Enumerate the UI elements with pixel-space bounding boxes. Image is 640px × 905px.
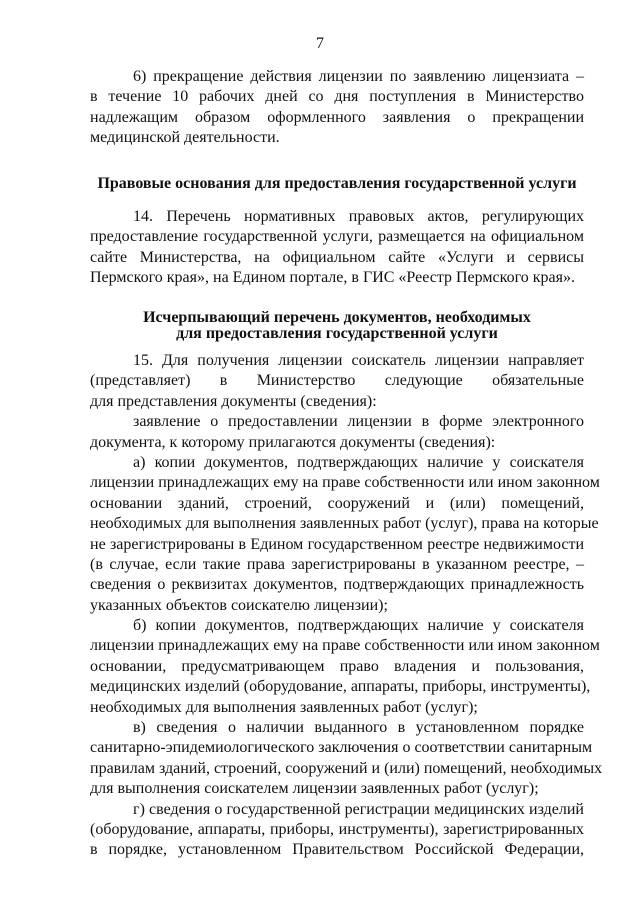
text-line: указанных объектов соискателю лицензии); [90, 596, 388, 614]
text-line: сведения о реквизитах документов, подтверждающих принадлежность [90, 576, 584, 594]
text-line: медицинских изделий (оборудование, аппараты, приборы, инструменты), [90, 678, 591, 696]
page-number: 7 [316, 35, 324, 52]
text-line: 15. Для получения лицензии соискатель лицензии направляет [133, 352, 584, 369]
text-line: в) сведения о наличии выданного в установленном порядке [133, 719, 584, 737]
text-line: (оборудование, аппараты, приборы, инструменты), зарегистрированных [90, 820, 584, 838]
heading-line: для предоставления государственной услуги [176, 325, 498, 342]
text-line: 14. Перечень нормативных правовых актов, регулирующих [133, 208, 584, 225]
heading-legal-basis [90, 174, 584, 194]
text-line: г) сведения о государственной регистрации медицинских изделий [133, 800, 584, 818]
text-line: надлежащим образом оформленного заявления о прекращении [90, 108, 584, 126]
text-line: основании, предусматривающем право владения и пользования, [90, 657, 584, 675]
text-line: сайте Министерства, на официальном сайте «Услуги и сервисы [90, 248, 584, 266]
text-line: не зарегистрированы в Едином государственном реестре недвижимости [90, 535, 584, 553]
text-line: б) копии документов, подтверждающих наличие у соискателя [133, 617, 584, 635]
text-line: лицензии принадлежащих ему на праве собственности или ином законном [90, 637, 600, 655]
heading-line: Исчерпывающий перечень документов, необходимых [143, 309, 531, 326]
text-line: лицензии принадлежащих ему на праве собственности или ином законном [90, 474, 600, 492]
text-line: необходимых для выполнения заявленных работ (услуг); [90, 698, 478, 716]
text-line: в течение 10 рабочих дней со дня поступления в Министерство [90, 88, 584, 106]
text-line: а) копии документов, подтверждающих наличие у соискателя [133, 453, 584, 471]
text-line: необходимых для выполнения заявленных работ (услуг), права на которые [90, 515, 599, 533]
text-line: (представляет) в Министерство следующие обязательные [90, 372, 584, 390]
text-line: предоставление государственной услуги, размещается на официальном [90, 228, 584, 246]
text-line: Пермского края», на Едином портале, в ГИС «Реестр Пермского края». [90, 269, 575, 287]
text-line: в порядке, установленном Правительством Российской Федерации, [90, 841, 584, 859]
text-line: санитарно-эпидемиологического заключения о соответствии санитарным [90, 739, 593, 757]
paragraph-15 [90, 351, 603, 861]
paragraph-6 [90, 67, 584, 149]
text-line: медицинской деятельности. [90, 129, 280, 147]
heading-line: Правовые основания для предоставления государственной услуги [97, 175, 577, 192]
heading-documents-list [90, 310, 584, 342]
text-line: 6) прекращение действия лицензии по заявлению лицензиата – [133, 68, 584, 85]
text-line: для представления документы (сведения): [90, 392, 377, 410]
text-line: документа, к которому прилагаются документы (сведения): [90, 433, 496, 451]
text-line: (в случае, если такие права зарегистрированы в указанном реестре, – [90, 555, 584, 573]
text-line: для выполнения соискателем лицензии заявленных работ (услуг); [90, 780, 539, 798]
text-line: основании зданий, строений, сооружений и (или) помещений, [90, 494, 584, 512]
paragraph-14 [90, 207, 584, 289]
text-line: правилам зданий, строений, сооружений и (или) помещений, необходимых [90, 759, 603, 777]
text-line: заявление о предоставлении лицензии в форме электронного [133, 413, 584, 431]
